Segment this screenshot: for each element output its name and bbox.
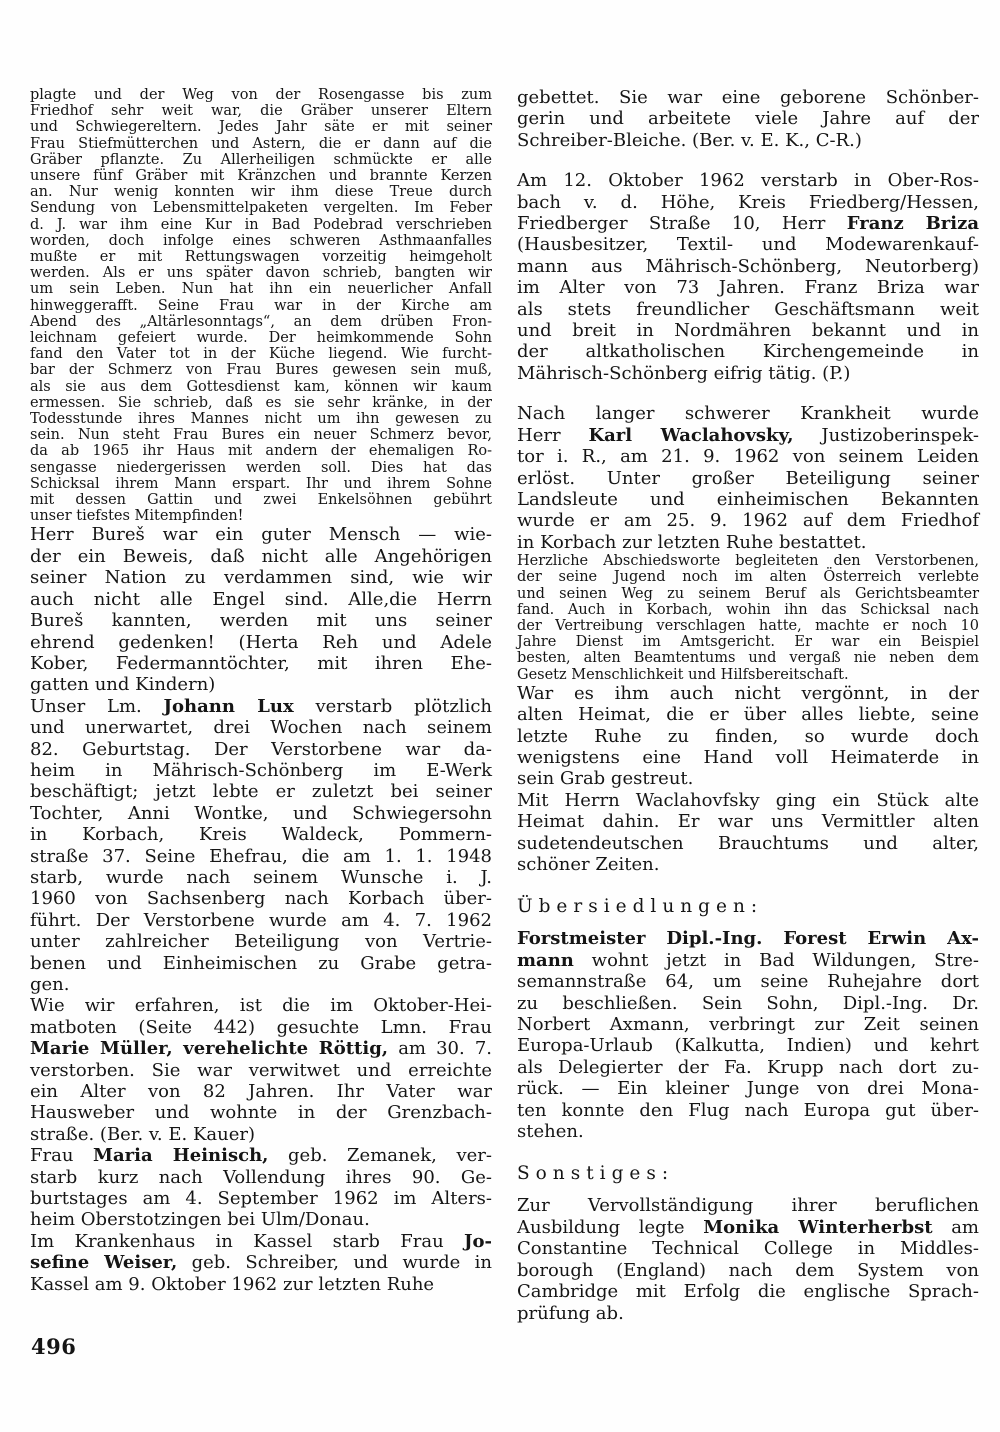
- text-line: werden. Als er uns später davon schrieb, bangten wir: [30, 265, 492, 282]
- text-line: auch nicht alle Engel sind. Alle,die Herrn: [30, 588, 492, 610]
- paragraph: [517, 170, 979, 384]
- text-line: fand den Vater tot in der Küche liegend. Wie furcht-: [30, 346, 492, 363]
- text-line: Herr Karl Waclahovsky, Justizoberinspek-: [517, 424, 980, 446]
- text-line: unter zahlreicher Beteiligung von Vertrie-: [30, 931, 492, 953]
- text-line: mit dessen Gattin und zwei Enkelsöhnen gebührt: [30, 492, 492, 509]
- text-line: der ein Beweis, daß nicht alle Angehörigen: [30, 545, 492, 567]
- text-line: worden, doch infolge eines schweren Asthmaanfalles: [30, 232, 492, 249]
- text-line: alten Heimat, die er über alles liebte, seine: [517, 704, 979, 726]
- paragraph: [30, 995, 492, 1145]
- text-line: als stets freundlicher Geschäftsmann weit: [517, 298, 979, 320]
- text-line: tor i. R., am 21. 9. 1962 von seinem Leiden: [517, 446, 979, 468]
- text-line: gerin und arbeitete viele Jahre auf der: [517, 108, 979, 130]
- text-line: der Vertreibung verschlagen hatte, machte er noch 10: [517, 617, 979, 634]
- paragraph: [517, 928, 979, 1142]
- text-line: fand. Auch in Korbach, wohin ihn das Schicksal nach: [517, 601, 979, 618]
- text-line: Herzliche Abschiedsworte begleiteten den Verstorbenen,: [517, 553, 979, 570]
- text-line: der altkatholischen Kirchengemeinde in: [517, 341, 979, 363]
- text-line: Im Krankenhaus in Kassel starb Frau Jo-: [30, 1230, 492, 1252]
- text-line: heim Oberstotzingen bei Ulm/Donau.: [30, 1209, 370, 1231]
- paragraph: [517, 553, 979, 683]
- text-line: Frau Maria Heinisch, geb. Zemanek, ver-: [30, 1145, 492, 1167]
- column-right: [517, 87, 979, 1324]
- text-line: Übersiedlungen:: [517, 896, 764, 918]
- text-line: Jahre Dienst im Amtsgericht. Er war ein Beispiel: [517, 634, 979, 651]
- text-line: Abend des „Altärlesonntags“, an dem drüben Fron-: [30, 313, 492, 330]
- text-line: borough (England) nach dem System von: [517, 1259, 979, 1281]
- text-line: Marie Müller, verehelichte Röttig, am 30. 7.: [30, 1038, 493, 1060]
- paragraph: [517, 1195, 979, 1323]
- text-line: Friedberger Straße 10, Herr Franz Briza: [517, 213, 980, 235]
- text-line: burtstages am 4. September 1962 im Alters-: [30, 1188, 492, 1210]
- paragraph: [517, 87, 979, 151]
- text-line: 82. Geburtstag. Der Verstorbene war da-: [30, 738, 492, 760]
- text-line: um sein Leben. Nun hat ihn ein neuerlicher Anfall: [30, 281, 492, 298]
- text-line: Zur Vervollständigung ihrer beruflichen: [517, 1195, 979, 1217]
- text-line: beschäftigt; jetzt lebte er zuletzt bei seiner: [30, 781, 492, 803]
- text-line: rück. — Ein kleiner Junge von drei Mona-: [517, 1078, 979, 1100]
- text-line: in Korbach, Kreis Waldeck, Pommern-: [30, 824, 492, 846]
- text-line: unser tiefstes Mitempfinden!: [30, 508, 244, 525]
- text-line: hinweggerafft. Seine Frau war in der Kirche am: [30, 297, 492, 314]
- text-line: zu beschließen. Sein Sohn, Dipl.-Ing. Dr.: [517, 992, 979, 1014]
- text-line: starb, wurde nach seinem Wunsche i. J.: [30, 866, 492, 888]
- text-line: bach v. d. Höhe, Kreis Friedberg/Hessen,: [517, 191, 979, 213]
- text-line: Unser Lm. Johann Lux verstarb plötzlich: [30, 695, 492, 717]
- text-line: im Alter von 73 Jahren. Franz Briza war: [517, 277, 979, 299]
- text-line: heim in Mährisch-Schönberg im E-Werk: [30, 759, 492, 781]
- paragraph: [30, 87, 492, 524]
- text-line: Nach langer schwerer Krankheit wurde: [517, 403, 979, 425]
- text-line: Friedhof sehr weit war, die Gräber unserer Eltern: [30, 103, 492, 120]
- text-line: ehrend gedenken! (Herta Reh und Adele: [30, 631, 492, 653]
- text-line: Norbert Axmann, verbringt zur Zeit seinen: [517, 1014, 979, 1036]
- text-line: Europa-Urlaub (Kalkutta, Indien) und kehrt: [517, 1035, 979, 1057]
- text-line: sein. Nun steht Frau Bures ein neuer Schmerz bevor,: [30, 427, 492, 444]
- text-line: matboten (Seite 442) gesuchte Lmn. Frau: [30, 1016, 492, 1038]
- text-line: mann wohnt jetzt in Bad Wildungen, Stre-: [517, 949, 979, 971]
- text-line: Schicksal ihrem Mann erspart. Ihr und ihrem Sohne: [30, 475, 492, 492]
- text-line: gebettet. Sie war eine geborene Schönber-: [517, 87, 979, 108]
- text-line: Wie wir erfahren, ist die im Oktober-Hei-: [30, 995, 492, 1017]
- text-line: und unerwartet, drei Wochen nach seinem: [30, 717, 492, 739]
- paragraph: [30, 1145, 492, 1231]
- section-heading: [517, 896, 979, 917]
- paragraph: [517, 403, 979, 553]
- text-line: führt. Der Verstorbene wurde am 4. 7. 1962: [30, 909, 492, 931]
- text-line: und breit in Nordmähren bekannt und in: [517, 320, 979, 342]
- text-line: als Delegierter der Fa. Krupp nach dort zu-: [517, 1056, 979, 1078]
- text-line: da ab 1965 ihr Haus mit andern der ehemaligen Ro-: [30, 443, 492, 460]
- paragraph: [517, 683, 979, 790]
- text-line: erlöst. Unter großer Beteiligung seiner: [517, 467, 979, 489]
- text-line: d. J. war ihm eine Kur in Bad Podebrad verschrieben: [30, 216, 492, 233]
- text-line: Cambridge mit Erfolg die englische Sprach-: [517, 1281, 979, 1303]
- text-line: Bureš kannten, werden mit uns seiner: [30, 610, 492, 632]
- text-line: Gräber pflanzte. Zu Allerheiligen schmückte er alle: [30, 151, 492, 168]
- section-heading: [517, 1163, 979, 1184]
- paragraph: [30, 524, 492, 695]
- page-number: 496: [31, 1334, 77, 1359]
- text-line: als sie aus dem Gottesdienst kam, können wir kaum: [30, 378, 492, 395]
- text-line: gatten und Kindern): [30, 674, 216, 696]
- text-line: verstorben. Sie war verwitwet und erreichte: [30, 1059, 492, 1081]
- text-line: sengasse niedergerissen werden soll. Dies hat das: [30, 459, 492, 476]
- text-line: in Korbach zur letzten Ruhe bestattet.: [517, 531, 867, 553]
- text-line: der seine Jugend noch im alten Österreich verlebte: [517, 569, 979, 586]
- text-line: besten, alten Beamtentums und vergaß nie neben dem: [517, 650, 979, 667]
- text-line: schöner Zeiten.: [517, 854, 660, 875]
- text-line: Landsleute und einheimischen Bekannten: [517, 488, 979, 510]
- text-line: Am 12. Oktober 1962 verstarb in Ober-Ros-: [517, 170, 979, 192]
- text-line: Gesetz Menschlichkeit und Hilfsbereitschaft.: [517, 666, 849, 683]
- paragraph: [30, 1231, 492, 1295]
- text-line: benen und Einheimischen zu Grabe getra-: [30, 952, 492, 974]
- text-line: Todesstunde ihres Mannes nicht um ihn gewesen zu: [30, 411, 492, 428]
- text-columns: [30, 87, 979, 1324]
- column-left: [30, 87, 492, 1324]
- text-line: Schreiber-Bleiche. (Ber. v. E. K., C-R.): [517, 129, 862, 151]
- text-line: Mit Herrn Waclahovfsky ging ein Stück alte: [517, 789, 979, 811]
- text-line: seiner Nation zu verdammen sind, wie wir: [30, 567, 492, 589]
- text-line: 1960 von Sachsenberg nach Korbach über-: [30, 888, 492, 910]
- text-line: Ausbildung legte Monika Winterherbst am: [517, 1216, 979, 1238]
- text-line: Constantine Technical College in Middles-: [517, 1238, 979, 1260]
- text-line: an. Nur wenig konnten wir ihm diese Treue durch: [30, 184, 492, 201]
- text-line: Sonstiges:: [517, 1163, 675, 1185]
- text-line: straße 37. Seine Ehefrau, die am 1. 1. 1948: [30, 845, 492, 867]
- text-line: stehen.: [517, 1121, 584, 1143]
- text-line: Heimat dahin. Er war uns Vermittler alten: [517, 811, 979, 833]
- text-line: und seinen Weg zu seinem Beruf als Gerichtsbeamter: [517, 585, 979, 602]
- paragraph: [30, 696, 492, 996]
- text-line: Hausweber und wohnte in der Grenzbach-: [30, 1102, 492, 1124]
- text-line: Herr Bureš war ein guter Mensch — wie-: [30, 524, 492, 546]
- text-line: (Hausbesitzer, Textil- und Modewarenkauf-: [517, 234, 979, 256]
- text-line: und Schwiegereltern. Jedes Jahr säte er mit seiner: [30, 119, 492, 136]
- text-line: Forstmeister Dipl.-Ing. Forest Erwin Ax-: [517, 928, 979, 950]
- text-line: leichnam gefeiert wurde. Der heimkommende Sohn: [30, 330, 492, 347]
- text-line: sefine Weiser, geb. Schreiber, und wurde in: [30, 1252, 492, 1274]
- text-line: Frau Stiefmütterchen und Astern, die er dann auf die: [30, 135, 492, 152]
- text-line: Mährisch-Schönberg eifrig tätig. (P.): [517, 362, 851, 384]
- text-line: starb kurz nach Vollendung ihres 90. Ge-: [30, 1166, 492, 1188]
- text-line: mann aus Mährisch-Schönberg, Neutorberg): [517, 255, 979, 277]
- text-line: War es ihm auch nicht vergönnt, in der: [517, 682, 979, 704]
- text-line: ermessen. Sie schrieb, daß es sie sehr kränke, in der: [30, 394, 492, 411]
- text-line: plagte und der Weg von der Rosengasse bis zum: [30, 87, 492, 103]
- text-line: ein Alter von 82 Jahren. Ihr Vater war: [30, 1081, 492, 1103]
- text-line: Sendung von Lebensmittelpaketen vergelten. Im Feber: [30, 200, 492, 217]
- text-line: straße. (Ber. v. E. Kauer): [30, 1123, 256, 1145]
- text-line: ten konnte den Flug nach Europa gut über-: [517, 1099, 979, 1121]
- text-line: gen.: [30, 974, 70, 996]
- text-line: wurde er am 25. 9. 1962 auf dem Friedhof: [517, 510, 979, 532]
- paragraph: [517, 790, 979, 876]
- text-line: Kassel am 9. Oktober 1962 zur letzten Ruhe: [30, 1273, 435, 1295]
- text-line: sudetendeutschen Brauchtums und alter,: [517, 832, 979, 854]
- text-line: semannstraße 64, um seine Ruhejahre dort: [517, 971, 979, 993]
- text-line: bar der Schmerz von Frau Bures gewesen sein muß,: [30, 362, 492, 379]
- text-line: Kober, Federmanntöchter, mit ihren Ehe-: [30, 652, 492, 674]
- text-line: mußte er mit Rettungswagen vorzeitig heimgeholt: [30, 249, 492, 266]
- text-line: sein Grab gestreut.: [517, 768, 694, 790]
- text-line: unsere fünf Gräber mit Kränzchen und brannte Kerzen: [30, 168, 492, 185]
- text-line: Tochter, Anni Wontke, und Schwiegersohn: [30, 802, 492, 824]
- text-line: wenigstens eine Hand voll Heimaterde in: [517, 746, 979, 768]
- text-line: letzte Ruhe zu finden, so wurde doch: [517, 725, 979, 747]
- text-line: prüfung ab.: [517, 1302, 624, 1324]
